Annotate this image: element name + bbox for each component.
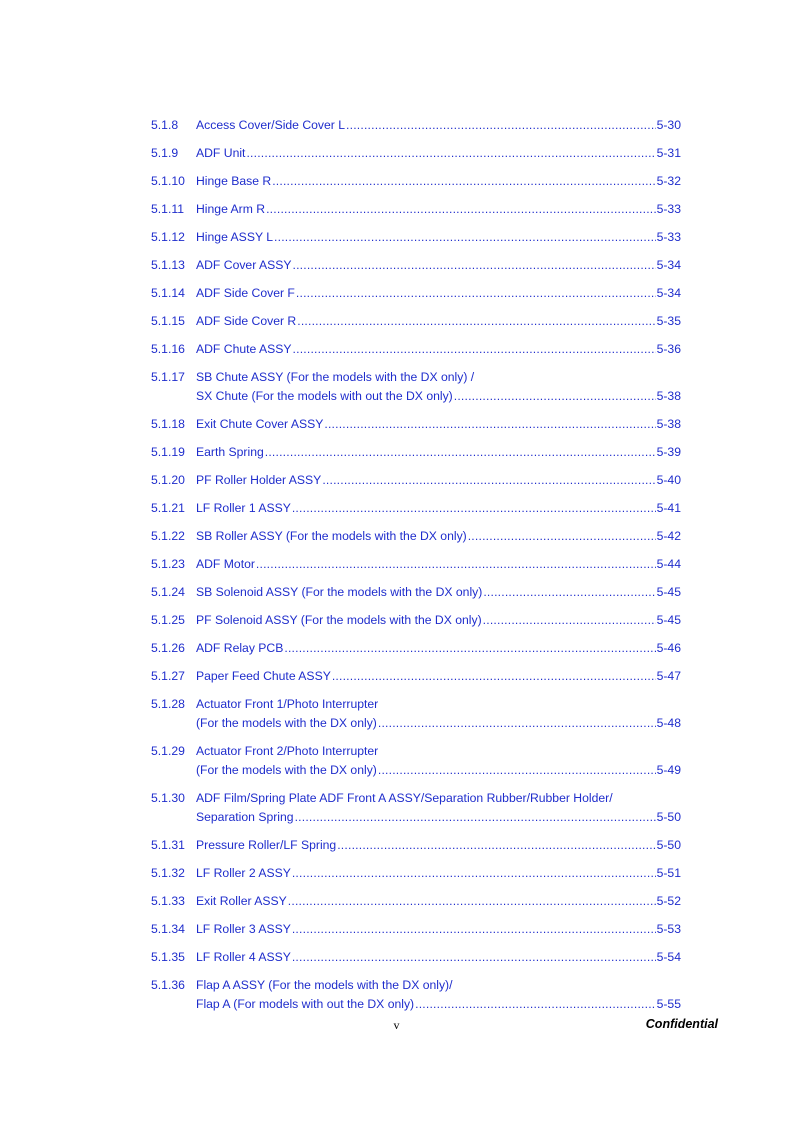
toc-entry-title: ADF Side Cover F bbox=[196, 286, 295, 300]
toc-entry-number: 5.1.17 bbox=[151, 370, 185, 384]
toc-entry-page: 5-33 bbox=[656, 202, 681, 216]
toc-entry-number: 5.1.15 bbox=[151, 314, 185, 328]
toc-dot-leader bbox=[265, 443, 656, 462]
toc-entry-page: 5-53 bbox=[656, 922, 681, 936]
toc-dot-leader bbox=[292, 499, 656, 518]
toc-entry-number: 5.1.34 bbox=[151, 922, 185, 936]
toc-entry-title: Pressure Roller/LF Spring bbox=[196, 838, 337, 852]
toc-entry[interactable] bbox=[151, 200, 681, 228]
toc-entry-page: 5-47 bbox=[656, 669, 681, 683]
toc-entry-title: SB Solenoid ASSY (For the models with the DX only) bbox=[196, 585, 483, 599]
toc-entry[interactable] bbox=[151, 471, 681, 499]
toc-entry[interactable] bbox=[151, 976, 681, 1023]
toc-entry-title: PF Roller Holder ASSY bbox=[196, 473, 322, 487]
toc-entry[interactable] bbox=[151, 948, 681, 976]
toc-entry-number: 5.1.10 bbox=[151, 174, 185, 188]
toc-entry[interactable] bbox=[151, 583, 681, 611]
toc-dot-leader bbox=[378, 714, 656, 733]
toc-entry-page: 5-36 bbox=[656, 342, 681, 356]
toc-entry[interactable] bbox=[151, 116, 681, 144]
toc-entry-number: 5.1.31 bbox=[151, 838, 185, 852]
toc-entry-page: 5-32 bbox=[656, 174, 681, 188]
toc-entry-number: 5.1.36 bbox=[151, 978, 185, 992]
toc-dot-leader bbox=[288, 892, 656, 911]
toc-entry[interactable] bbox=[151, 639, 681, 667]
toc-entry-page: 5-30 bbox=[656, 118, 681, 132]
toc-entry-page: 5-38 bbox=[656, 417, 681, 431]
toc-entry[interactable] bbox=[151, 340, 681, 368]
toc-entry[interactable] bbox=[151, 443, 681, 471]
toc-entry-number: 5.1.11 bbox=[151, 202, 184, 216]
toc-entry-title: ADF Cover ASSY bbox=[196, 258, 292, 272]
toc-entry-title: ADF Relay PCB bbox=[196, 641, 284, 655]
toc-entry-number: 5.1.24 bbox=[151, 585, 185, 599]
toc-entry[interactable] bbox=[151, 228, 681, 256]
toc-entry-number: 5.1.27 bbox=[151, 669, 185, 683]
toc-entry[interactable] bbox=[151, 892, 681, 920]
toc-entry[interactable] bbox=[151, 144, 681, 172]
toc-entry[interactable] bbox=[151, 312, 681, 340]
toc-entry-page: 5-49 bbox=[656, 763, 681, 777]
toc-entry-page: 5-33 bbox=[656, 230, 681, 244]
toc-entry-page: 5-50 bbox=[656, 810, 681, 824]
toc-entry-page: 5-55 bbox=[656, 997, 681, 1011]
toc-entry-page: 5-39 bbox=[656, 445, 681, 459]
toc-entry-number: 5.1.12 bbox=[151, 230, 185, 244]
toc-entry-title: LF Roller 3 ASSY bbox=[196, 922, 291, 936]
toc-entry-number: 5.1.18 bbox=[151, 417, 185, 431]
toc-entry-page: 5-52 bbox=[656, 894, 681, 908]
toc-entry-number: 5.1.32 bbox=[151, 866, 185, 880]
toc-entry-number: 5.1.13 bbox=[151, 258, 185, 272]
toc-entry[interactable] bbox=[151, 527, 681, 555]
toc-dot-leader bbox=[292, 948, 656, 967]
toc-dot-leader bbox=[296, 284, 656, 303]
toc-entry-number: 5.1.26 bbox=[151, 641, 185, 655]
toc-dot-leader bbox=[324, 415, 655, 434]
toc-entry-number: 5.1.20 bbox=[151, 473, 185, 487]
toc-entry-page: 5-45 bbox=[656, 585, 681, 599]
toc-entry-page: 5-38 bbox=[656, 389, 681, 403]
toc-dot-leader bbox=[415, 995, 655, 1014]
toc-dot-leader bbox=[266, 200, 656, 219]
toc-dot-leader bbox=[295, 808, 656, 827]
footer-page-number: v bbox=[393, 1018, 400, 1032]
toc-entry[interactable] bbox=[151, 284, 681, 312]
toc-entry-title: Hinge ASSY L bbox=[196, 230, 274, 244]
toc-entry-title: Hinge Arm R bbox=[196, 202, 266, 216]
toc-entry-page: 5-50 bbox=[656, 838, 681, 852]
toc-entry[interactable] bbox=[151, 611, 681, 639]
toc-entry-number: 5.1.9 bbox=[151, 146, 179, 160]
toc-entry-title: SX Chute (For the models with out the DX only) bbox=[196, 389, 453, 403]
toc-dot-leader bbox=[272, 172, 655, 191]
toc-entry[interactable] bbox=[151, 864, 681, 892]
toc-entry-number: 5.1.30 bbox=[151, 791, 185, 805]
toc-entry-number: 5.1.14 bbox=[151, 286, 185, 300]
toc-entry-page: 5-34 bbox=[656, 258, 681, 272]
toc-entry-page: 5-34 bbox=[656, 286, 681, 300]
toc-entry-number: 5.1.19 bbox=[151, 445, 185, 459]
toc-entry-page: 5-51 bbox=[656, 866, 681, 880]
toc-dot-leader bbox=[483, 583, 655, 602]
toc-entry[interactable] bbox=[151, 555, 681, 583]
toc-entry-number: 5.1.33 bbox=[151, 894, 185, 908]
toc-entry-title: Exit Roller ASSY bbox=[196, 894, 287, 908]
toc-dot-leader bbox=[483, 611, 656, 630]
toc-entry[interactable] bbox=[151, 415, 681, 443]
toc-entry-title: (For the models with the DX only) bbox=[196, 763, 377, 777]
toc-entry-title: Flap A (For models with out the DX only) bbox=[196, 997, 415, 1011]
toc-entry-title: ADF Unit bbox=[196, 146, 246, 160]
toc-entry-page: 5-45 bbox=[656, 613, 681, 627]
toc-entry[interactable] bbox=[151, 695, 681, 742]
toc-entry-title: Separation Spring bbox=[196, 810, 294, 824]
toc-entry[interactable] bbox=[151, 368, 681, 415]
toc-entry-title: PF Solenoid ASSY (For the models with the DX only) bbox=[196, 613, 482, 627]
toc-entry-title: Actuator Front 1/Photo Interrupter bbox=[196, 697, 379, 711]
toc-entry[interactable] bbox=[151, 789, 681, 836]
toc-entry-number: 5.1.16 bbox=[151, 342, 185, 356]
toc-entry-title: Paper Feed Chute ASSY bbox=[196, 669, 331, 683]
toc-entry-page: 5-44 bbox=[656, 557, 681, 571]
toc-entry-page: 5-42 bbox=[656, 529, 681, 543]
toc-entry-page: 5-54 bbox=[656, 950, 681, 964]
toc-dot-leader bbox=[256, 555, 656, 574]
toc-entry-page: 5-40 bbox=[656, 473, 681, 487]
toc-entry[interactable] bbox=[151, 667, 681, 695]
toc-entry-number: 5.1.21 bbox=[151, 501, 185, 515]
toc-dot-leader bbox=[454, 387, 656, 406]
toc-dot-leader bbox=[378, 761, 656, 780]
toc-entry-title: Flap A ASSY (For the models with the DX only)/ bbox=[196, 978, 453, 992]
toc-entry-page: 5-31 bbox=[656, 146, 681, 160]
toc-entry-title: Actuator Front 2/Photo Interrupter bbox=[196, 744, 379, 758]
toc-entry-title: (For the models with the DX only) bbox=[196, 716, 377, 730]
toc-entry-title: LF Roller 1 ASSY bbox=[196, 501, 291, 515]
toc-dot-leader bbox=[322, 471, 655, 490]
toc-entry-page: 5-48 bbox=[656, 716, 681, 730]
toc-entry-number: 5.1.8 bbox=[151, 118, 179, 132]
toc-entry[interactable] bbox=[151, 256, 681, 284]
toc-dot-leader bbox=[468, 527, 656, 546]
toc-entry-title: Access Cover/Side Cover L bbox=[196, 118, 346, 132]
toc-entry[interactable] bbox=[151, 172, 681, 200]
toc-dot-leader bbox=[246, 144, 655, 163]
toc-entry-number: 5.1.28 bbox=[151, 697, 185, 711]
toc-entry-page: 5-46 bbox=[656, 641, 681, 655]
toc-entry-number: 5.1.25 bbox=[151, 613, 185, 627]
toc-entry-title: Hinge Base R bbox=[196, 174, 272, 188]
toc-dot-leader bbox=[337, 836, 655, 855]
toc-dot-leader bbox=[284, 639, 655, 658]
toc-entry-page: 5-35 bbox=[656, 314, 681, 328]
toc-dot-leader bbox=[292, 920, 656, 939]
toc-entry-title: LF Roller 4 ASSY bbox=[196, 950, 291, 964]
toc-entry[interactable] bbox=[151, 499, 681, 527]
toc-entry[interactable] bbox=[151, 836, 681, 864]
toc-dot-leader bbox=[332, 667, 656, 686]
table-of-contents bbox=[151, 116, 681, 1023]
toc-entry-title: ADF Film/Spring Plate ADF Front A ASSY/Separation Rubber/Rubber Holder/ bbox=[196, 791, 613, 805]
toc-entry-title: LF Roller 2 ASSY bbox=[196, 866, 291, 880]
footer-confidential: Confidential bbox=[645, 1017, 718, 1031]
toc-entry-title: Earth Spring bbox=[196, 445, 264, 459]
toc-dot-leader bbox=[293, 256, 656, 275]
toc-dot-leader bbox=[346, 116, 656, 135]
toc-entry-title: ADF Motor bbox=[196, 557, 255, 571]
toc-entry-number: 5.1.35 bbox=[151, 950, 185, 964]
toc-dot-leader bbox=[274, 228, 656, 247]
toc-entry-number: 5.1.22 bbox=[151, 529, 185, 543]
toc-entry-title: SB Chute ASSY (For the models with the DX only) / bbox=[196, 370, 475, 384]
toc-dot-leader bbox=[292, 864, 656, 883]
toc-entry-title: ADF Side Cover R bbox=[196, 314, 297, 328]
toc-entry-number: 5.1.23 bbox=[151, 557, 185, 571]
toc-entry[interactable] bbox=[151, 920, 681, 948]
toc-entry-title: SB Roller ASSY (For the models with the DX only) bbox=[196, 529, 467, 543]
toc-entry-page: 5-41 bbox=[656, 501, 681, 515]
toc-entry-number: 5.1.29 bbox=[151, 744, 185, 758]
toc-entry-title: Exit Chute Cover ASSY bbox=[196, 417, 324, 431]
toc-entry[interactable] bbox=[151, 742, 681, 789]
toc-dot-leader bbox=[297, 312, 655, 331]
toc-entry-title: ADF Chute ASSY bbox=[196, 342, 292, 356]
toc-dot-leader bbox=[293, 340, 656, 359]
